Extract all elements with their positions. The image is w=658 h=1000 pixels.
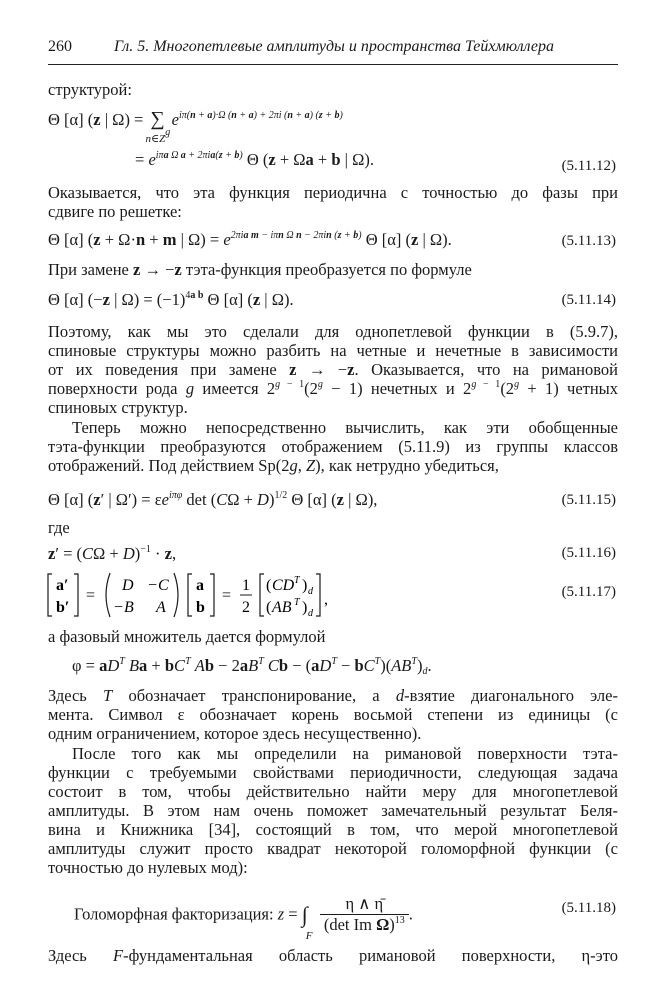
text-line: мента. Символ ε обозначает корень восьмой степени из единицы (с xyxy=(48,705,618,724)
equation-modular-transform: Θ [α] (z′ | $\Omega') = \varepsilon e^{i\pi\varphi}$ $\det (C\Omega + D)^{1/2}$ Θ [α] (z | Ω), xyxy=(48,490,378,509)
text-line: где xyxy=(48,518,70,537)
text-line: структурой: xyxy=(48,80,132,99)
text-line: поверхности рода g имеется $2^{g - 1}(2^g - 1)$ нечетных и $2^{g - 1}(2^g + 1)$ четных xyxy=(48,379,619,398)
svg-text:): ) xyxy=(302,577,308,594)
svg-text:−: − xyxy=(148,577,158,594)
svg-text:d: d xyxy=(308,608,313,619)
equation-number: (5.11.12) xyxy=(561,158,616,174)
svg-text:a: a xyxy=(196,577,204,594)
equation-parity: Θ [α] (−z | $\Omega) = (-1)^{4a b}$ Θ [α] (z | Ω). xyxy=(48,290,294,309)
svg-text:−: − xyxy=(114,599,124,616)
equation-periodicity: Θ [α] (z + Ω·n + m | $\Omega) = e^{2\pi ia m - i\pi n \Omega n - 2\pi in (z + b)}$ Θ [α] (z | Ω). xyxy=(48,230,452,249)
text-line: отображений. Под действием Sp(2g, Z), как нетрудно убедиться, xyxy=(48,456,499,475)
equation-number: (5.11.13) xyxy=(561,233,616,249)
text-line: После того как мы определили на римановой поверхности тэта- xyxy=(72,744,618,763)
text-line: состоит в том, чтобы действительно найти меру для многопетлевой xyxy=(48,782,618,801)
equation-theta-definition: Θ [α] (z | Ω) = ∑ $n\in Z^g$ $e^{i\pi(n + a)\cdot\Omega (n + a) + 2\pi i (n + a) (z + b)}$ xyxy=(48,108,343,145)
header-rule xyxy=(48,64,618,65)
svg-text:T: T xyxy=(294,597,300,608)
svg-text:d: d xyxy=(308,586,313,597)
text-line: сдвиге по решетке: xyxy=(48,202,182,221)
running-title: Гл. 5. Многопетлевые амплитуды и пространства Тейхмюллера xyxy=(114,38,555,55)
text-line: а фазовый множитель дается формулой xyxy=(48,627,326,646)
text-line: При замене z → −z тэта-функция преобразуется по формуле xyxy=(48,260,472,279)
svg-text:T: T xyxy=(294,575,300,586)
equation-holomorphic-factorization: Голоморфная факторизация: z = ∫ F η ∧ η̄ (det Im Ω)$^{13}$ . xyxy=(74,894,413,942)
equation-theta-shift: = $e^{i\pi a \Omega a + 2\pi ia(z + b)}$ Θ (z + Ωa + b | Ω). xyxy=(135,150,374,169)
text-line: амплитуды служит просто квадрат некоторой голоморфной функции (с xyxy=(48,839,618,858)
text-line: тэта-функции преобразуются отображением (5.11.9) из группы классов xyxy=(48,437,618,456)
svg-text:=: = xyxy=(86,587,96,604)
equation-phase: $\varphi = aD^T$ $Ba + bC^T$ $Ab - 2aB^T$ $Cb - (aD^T - bC^T)(AB^T)_d$. xyxy=(72,656,432,677)
equation-number: (5.11.14) xyxy=(561,292,616,308)
svg-text:D: D xyxy=(122,577,134,594)
equation-label: Голоморфная факторизация: xyxy=(74,904,274,924)
svg-text:1: 1 xyxy=(242,577,250,594)
text-line: Поэтому, как мы это сделали для однопетлевой функции в (5.9.7), xyxy=(48,322,618,341)
svg-text:CD: CD xyxy=(272,577,295,594)
equation-number: (5.11.15) xyxy=(561,492,616,508)
page-number: 260 xyxy=(48,38,72,55)
text-line: от их поведения при замене z → −z. Оказывается, что на римановой xyxy=(48,360,618,379)
text-line: спиновых структур. xyxy=(48,398,188,417)
svg-text:a′: a′ xyxy=(56,577,69,594)
svg-text:(: ( xyxy=(266,599,272,616)
equation-number: (5.11.16) xyxy=(561,545,616,561)
text-line: функции с требуемыми свойствами периодичности, следующая задача xyxy=(48,763,618,782)
svg-text:b: b xyxy=(196,599,205,616)
text-line: Здесь T обозначает транспонирование, а d-взятие диагонального эле- xyxy=(48,686,618,705)
text-line: одним ограничением, которое здесь несущественно). xyxy=(48,724,422,743)
matrix-equation-graphic xyxy=(44,570,414,620)
equation-characteristic-transform xyxy=(44,570,414,620)
svg-text:B: B xyxy=(124,599,134,616)
svg-text:A: A xyxy=(156,599,166,616)
svg-text:b′: b′ xyxy=(56,599,70,616)
svg-text:AB: AB xyxy=(272,599,292,616)
svg-text:): ) xyxy=(302,599,308,616)
equation-number: (5.11.17) xyxy=(561,584,616,600)
text-line: точностью до нулевых мод): xyxy=(48,858,248,877)
text-line: Теперь можно непосредственно вычислить, как эти обобщенные xyxy=(72,418,618,437)
text-line: Здесь F-фундаментальная область римановой поверхности, η-это xyxy=(48,946,618,965)
svg-text:,: , xyxy=(324,591,328,608)
svg-text:=: = xyxy=(222,587,232,604)
equation-z-transform: $z' = (C\Omega + D)^{-1} \cdot z$, xyxy=(48,544,177,563)
equation-number: (5.11.18) xyxy=(561,900,616,916)
text-line: спиновые структуры можно разбить на четные и нечетные в зависимости xyxy=(48,341,618,360)
svg-text:2: 2 xyxy=(242,599,250,616)
text-line: вина и Книжника [34], состоящий в том, что мерой многопетлевой xyxy=(48,820,618,839)
svg-text:C: C xyxy=(158,577,169,594)
svg-text:(: ( xyxy=(266,577,272,594)
text-line: Оказывается, что эта функция периодична с точностью до фазы при xyxy=(48,183,618,202)
text-line: амплитуды. В этом нам очень поможет замечательный результат Беля- xyxy=(48,801,618,820)
